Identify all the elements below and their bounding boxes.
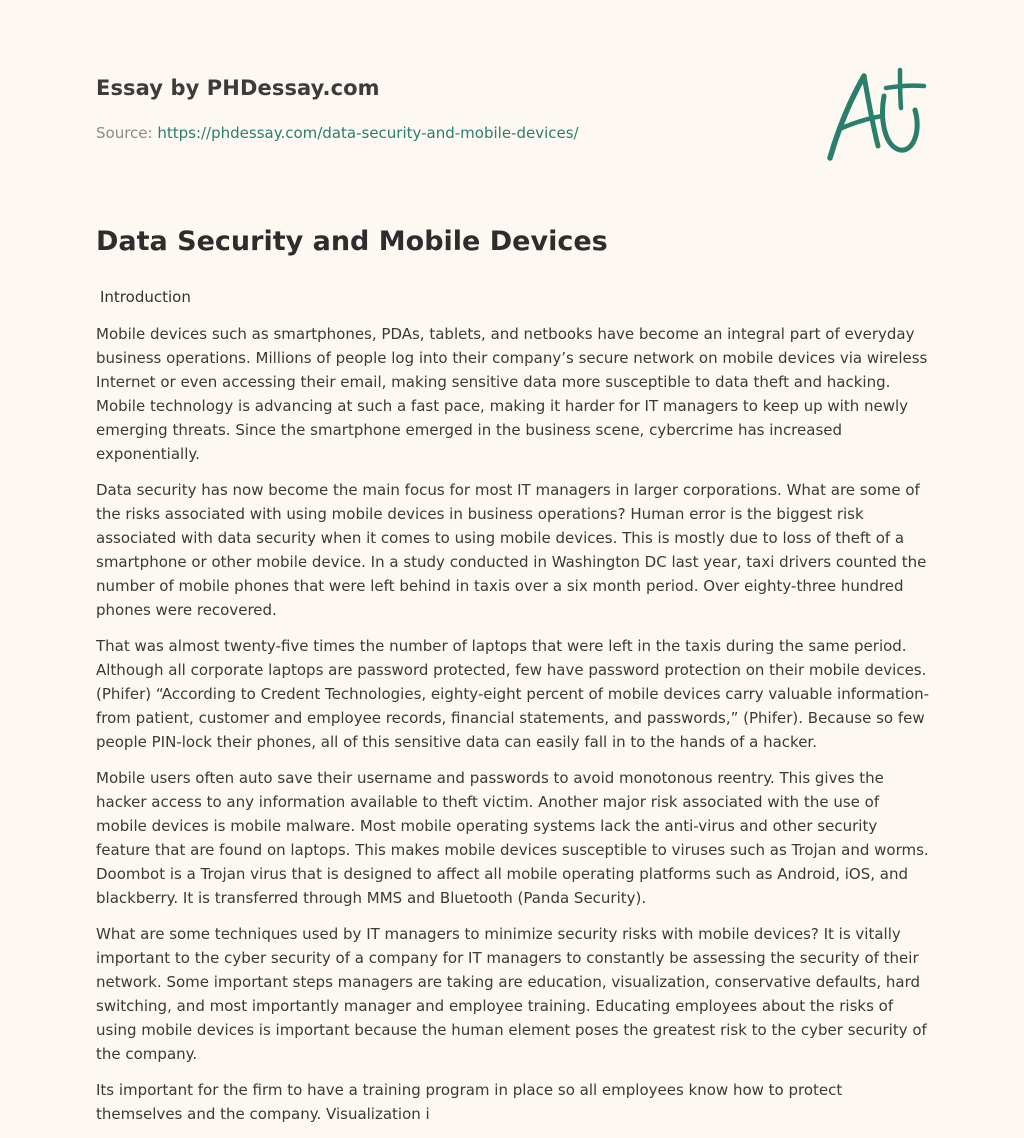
essay-paragraph: Its important for the firm to have a training program in place so all employees know how to protect themselves and the company. Visualization i: [96, 1081, 843, 1123]
essay-title: Data Security and Mobile Devices: [96, 226, 608, 257]
essay-paragraph: Mobile users often auto save their username and passwords to avoid monotonous reentry. This gives the hacker access to any information available to theft victim. Another major risk associated with the use of mobile devices is mobile malware. Most mobile operating systems lack the anti-virus and other security feature that are found on laptops. This makes mobile devices susceptible to viruses such as Trojan and worms. Doombot is a Trojan virus that is designed to affect all mobile operating platforms such as Android, iOS, and blackberry. It is transferred through MMS and Bluetooth (Panda Security).: [96, 769, 929, 907]
essay-body: [96, 322, 930, 1138]
source-line: [96, 124, 579, 142]
source-label: Source:: [96, 124, 158, 142]
essay-paragraph: Mobile devices such as smartphones, PDAs, tablets, and netbooks have become an integral part of everyday business operations. Millions of people log into their company’s secure network on mobile devices via wireless Internet or even accessing their email, making sensitive data more susceptible to data theft and hacking. Mobile technology is advancing at such a fast pace, making it harder for IT managers to keep up with newly emerging threats. Since the smartphone emerged in the business scene, cybercrime has increased exponentially.: [96, 325, 928, 463]
essay-paragraph: What are some techniques used by IT managers to minimize security risks with mobile devices? It is vitally important to the cyber security of a company for IT managers to constantly be assessing the security of their network. Some important steps managers are taking are education, visualization, conservative defaults, hard switching, and most importantly manager and employee training. Educating employees about the risks of using mobile devices is important because the human element poses the greatest risk to the cyber security of the company.: [96, 925, 927, 1063]
source-link[interactable]: https://phdessay.com/data-security-and-mobile-devices/: [157, 124, 579, 142]
essay-paragraph: That was almost twenty-five times the number of laptops that were left in the taxis during the same period. Although all corporate laptops are password protected, few have password protection on their mobile devices. (Phifer) “According to Credent Technologies, eighty-eight percent of mobile devices carry valuable information- from patient, customer and employee records, financial statements, and passwords,” (Phifer). Because so few people PIN-lock their phones, all of this sensitive data can easily fall in to the hands of a hacker.: [96, 637, 930, 751]
site-brand-title: Essay by PHDessay.com: [96, 76, 380, 100]
section-heading-introduction: Introduction: [100, 288, 191, 306]
essay-paragraph: Data security has now become the main focus for most IT managers in larger corporations. What are some of the risks associated with using mobile devices in business operations? Human error is the biggest risk associated with data security when it comes to using mobile devices. This is mostly due to loss of theft of a smartphone or other mobile device. In a study conducted in Washington DC last year, taxi drivers counted the number of mobile phones that were left behind in taxis over a six month period. Over eighty-three hundred phones were recovered.: [96, 481, 927, 619]
a-plus-logo-icon: [822, 66, 928, 166]
essay-page: [96, 0, 930, 1123]
